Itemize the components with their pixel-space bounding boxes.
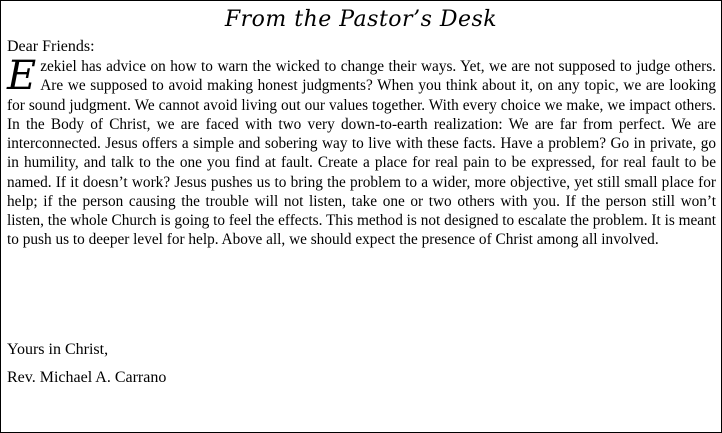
letter-body-text: zekiel has advice on how to warn the wicked to change their ways. Yet, we are not supposed to judge others. Are we supposed to avoid making honest judgments? When you think about it, on any topic, we are looking for sound judgment. We cannot avoid living out our values together. With every choice we make, we impact others. In the Body of Christ, we are faced with two very down-to-earth realization: We are far from perfect. We are interconnected. Jesus offers a simple and sobering way to live with these facts. Have a problem? Go in private, go in humility, and talk to the one you find at fault. Create a place for real pain to be expressed, for real fault to be named. If it doesn’t work? Jesus pushes us to bring the problem to a wider, more objective, yet still small place for help; if the person causing the trouble will not listen, take one or two others with you. If the person still won’t listen, the whole Church is going to feel the effects. This method is not designed to escalate the problem. It is meant to push us to deeper level for help. Above all, we should expect the presence of Christ among all involved. <box>7 58 716 249</box>
drop-cap: E <box>7 53 37 99</box>
signature-name: Rev. Michael A. Carrano <box>7 369 167 386</box>
letter-heading: From the Pastor’s Desk <box>224 7 498 32</box>
letter-body <box>7 53 716 250</box>
salutation: Dear Friends: <box>7 38 95 55</box>
closing-line: Yours in Christ, <box>7 341 109 358</box>
